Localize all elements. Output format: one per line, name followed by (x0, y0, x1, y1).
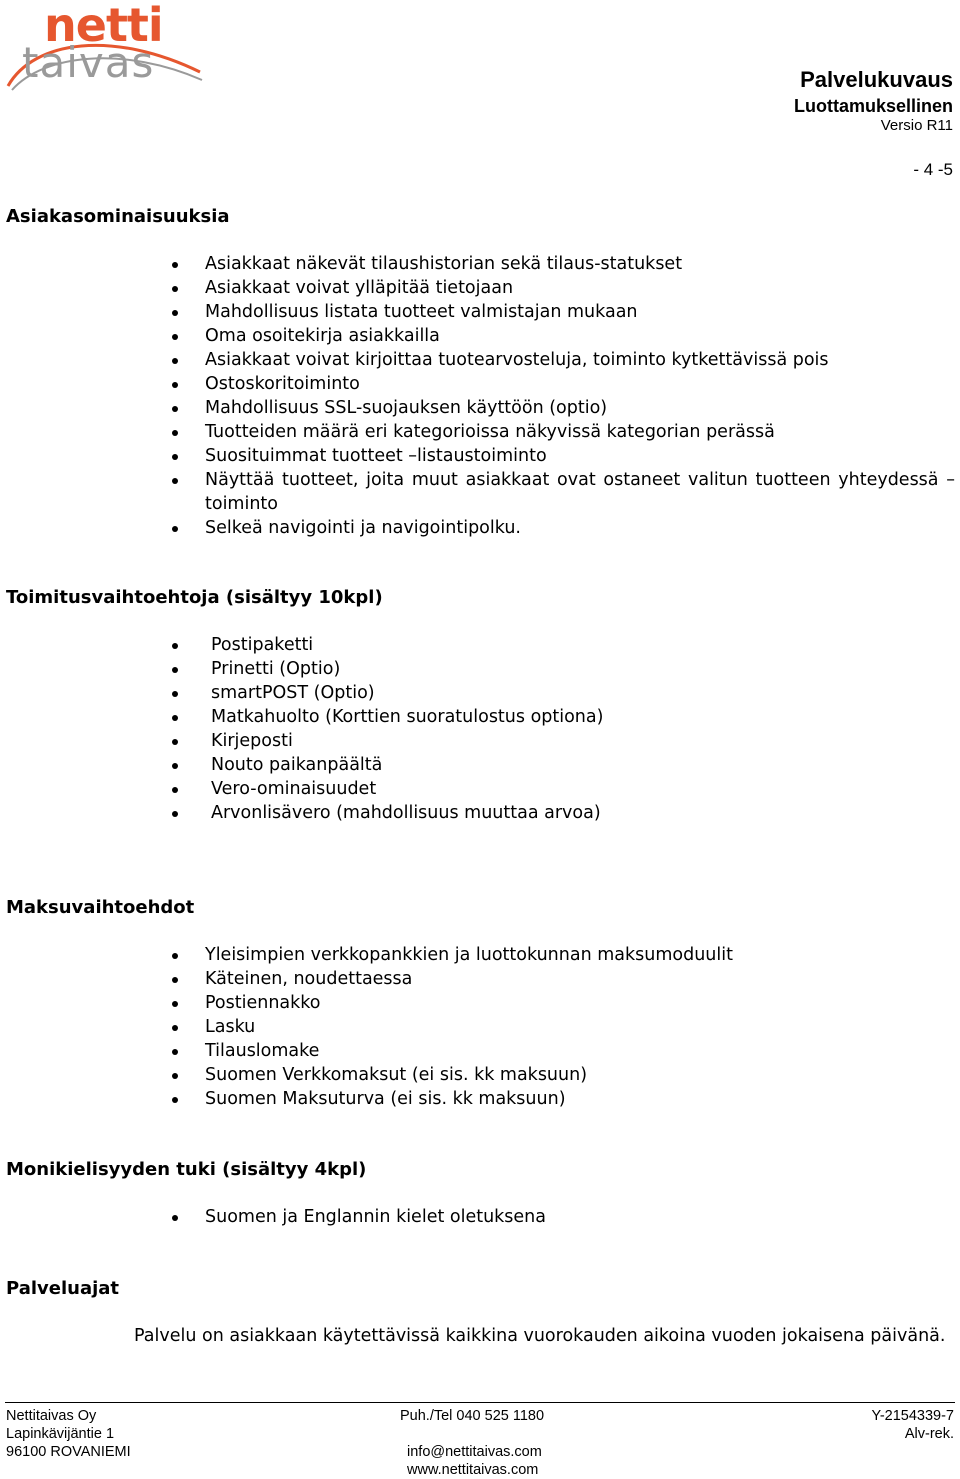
list-item: Suomen Verkkomaksut (ei sis. kk maksuun) (205, 1063, 905, 1087)
bullet-icon (172, 526, 178, 532)
bullet-icon (172, 358, 178, 364)
footer-vat: Alv-rek. (904, 1426, 954, 1442)
list-item: Ostoskoritoiminto (205, 372, 955, 396)
bullet-icon (172, 715, 178, 721)
list-item: Mahdollisuus SSL-suojauksen käyttöön (optio) (205, 396, 955, 420)
bullet-icon (172, 643, 178, 649)
bullet-icon (172, 763, 178, 769)
bullet-icon (172, 334, 178, 340)
company-logo (4, 0, 204, 92)
section-heading-asiakasominaisuuksia: Asiakasominaisuuksia (6, 206, 230, 227)
list-item: Mahdollisuus listata tuotteet valmistajan mukaan (205, 300, 955, 324)
document-version: Versio R11 (880, 117, 953, 134)
bullet-icon (172, 1001, 178, 1007)
footer-divider (5, 1402, 955, 1403)
kieli-list (205, 1205, 905, 1229)
bullet-icon (172, 1215, 178, 1221)
bullet-icon (172, 406, 178, 412)
footer-business-ids (871, 1407, 954, 1443)
footer-street: Lapinkävijäntie 1 (6, 1426, 115, 1442)
section-heading-toimitusvaihtoehtoja: Toimitusvaihtoehtoja (sisältyy 10kpl) (6, 587, 383, 608)
document-title: Palvelukuvaus (800, 67, 953, 92)
bullet-icon (172, 1049, 178, 1055)
bullet-icon (172, 286, 178, 292)
list-item: smartPOST (Optio) (211, 681, 911, 705)
asiakas-feature-list (205, 252, 955, 540)
footer-contact (407, 1443, 542, 1479)
toimitus-list (211, 633, 911, 825)
section-heading-maksuvaihtoehdot: Maksuvaihtoehdot (6, 897, 195, 918)
list-item: Asiakkaat voivat ylläpitää tietojaan (205, 276, 955, 300)
maksu-list (205, 943, 905, 1111)
list-item: Oma osoitekirja asiakkailla (205, 324, 955, 348)
list-item: Nouto paikanpäältä (211, 753, 911, 777)
list-item: Asiakkaat voivat kirjoittaa tuotearvosteluja, toiminto kytkettävissä pois (205, 348, 955, 372)
bullet-icon (172, 382, 178, 388)
footer-company: Nettitaivas Oy (6, 1408, 97, 1424)
bullet-icon (172, 811, 178, 817)
bullet-icon (172, 454, 178, 460)
bullet-icon (172, 739, 178, 745)
section-heading-palveluajat: Palveluajat (6, 1278, 120, 1299)
logo-text-taivas: taivas (22, 38, 155, 87)
list-item: Yleisimpien verkkopankkien ja luottokunnan maksumoduulit (205, 943, 905, 967)
list-item: Prinetti (Optio) (211, 657, 911, 681)
footer-business-id: Y-2154339-7 (871, 1408, 954, 1424)
bullet-icon (172, 1097, 178, 1103)
section-heading-monikielisyys: Monikielisyyden tuki (sisältyy 4kpl) (6, 1159, 367, 1180)
bullet-icon (172, 1025, 178, 1031)
list-item: Kirjeposti (211, 729, 911, 753)
bullet-icon (172, 1073, 178, 1079)
bullet-icon (172, 478, 178, 484)
footer-website[interactable]: www.nettitaivas.com (407, 1462, 539, 1478)
list-item: Asiakkaat näkevät tilaushistorian sekä tilaus-statukset (205, 252, 955, 276)
document-classification: Luottamuksellinen (793, 96, 953, 116)
footer-phone: Puh./Tel 040 525 1180 (400, 1408, 545, 1424)
bullet-icon (172, 430, 178, 436)
list-item: Näyttää tuotteet, joita muut asiakkaat ovat ostaneet valitun tuotteen yhteydessä – toiminto (205, 468, 955, 516)
footer-email[interactable]: info@nettitaivas.com (407, 1444, 542, 1460)
list-item: Selkeä navigointi ja navigointipolku. (205, 516, 955, 540)
list-item: Käteinen, noudettaessa (205, 967, 905, 991)
footer-city: 96100 ROVANIEMI (6, 1444, 131, 1460)
bullet-icon (172, 667, 178, 673)
list-item: Matkahuolto (Korttien suoratulostus optiona) (211, 705, 911, 729)
list-item: Suomen ja Englannin kielet oletuksena (205, 1205, 905, 1229)
list-item: Arvonlisävero (mahdollisuus muuttaa arvoa) (211, 801, 911, 825)
list-item: Tilauslomake (205, 1039, 905, 1063)
bullet-icon (172, 953, 178, 959)
list-item: Postiennakko (205, 991, 905, 1015)
bullet-icon (172, 310, 178, 316)
palveluajat-text: Palvelu on asiakkaan käytettävissä kaikkina vuorokauden aikoina vuoden jokaisena päivänä. (134, 1326, 946, 1346)
footer-address (6, 1407, 131, 1461)
list-item: Vero-ominaisuudet (211, 777, 911, 801)
bullet-icon (172, 977, 178, 983)
list-item: Suosituimmat tuotteet –listaustoiminto (205, 444, 955, 468)
bullet-icon (172, 262, 178, 268)
bullet-icon (172, 691, 178, 697)
list-item: Tuotteiden määrä eri kategorioissa näkyvissä kategorian perässä (205, 420, 955, 444)
list-item: Lasku (205, 1015, 905, 1039)
bullet-icon (172, 787, 178, 793)
page-number: - 4 -5 (913, 160, 953, 179)
logo-text-netti: netti (44, 0, 163, 52)
list-item: Suomen Maksuturva (ei sis. kk maksuun) (205, 1087, 905, 1111)
list-item: Postipaketti (211, 633, 911, 657)
